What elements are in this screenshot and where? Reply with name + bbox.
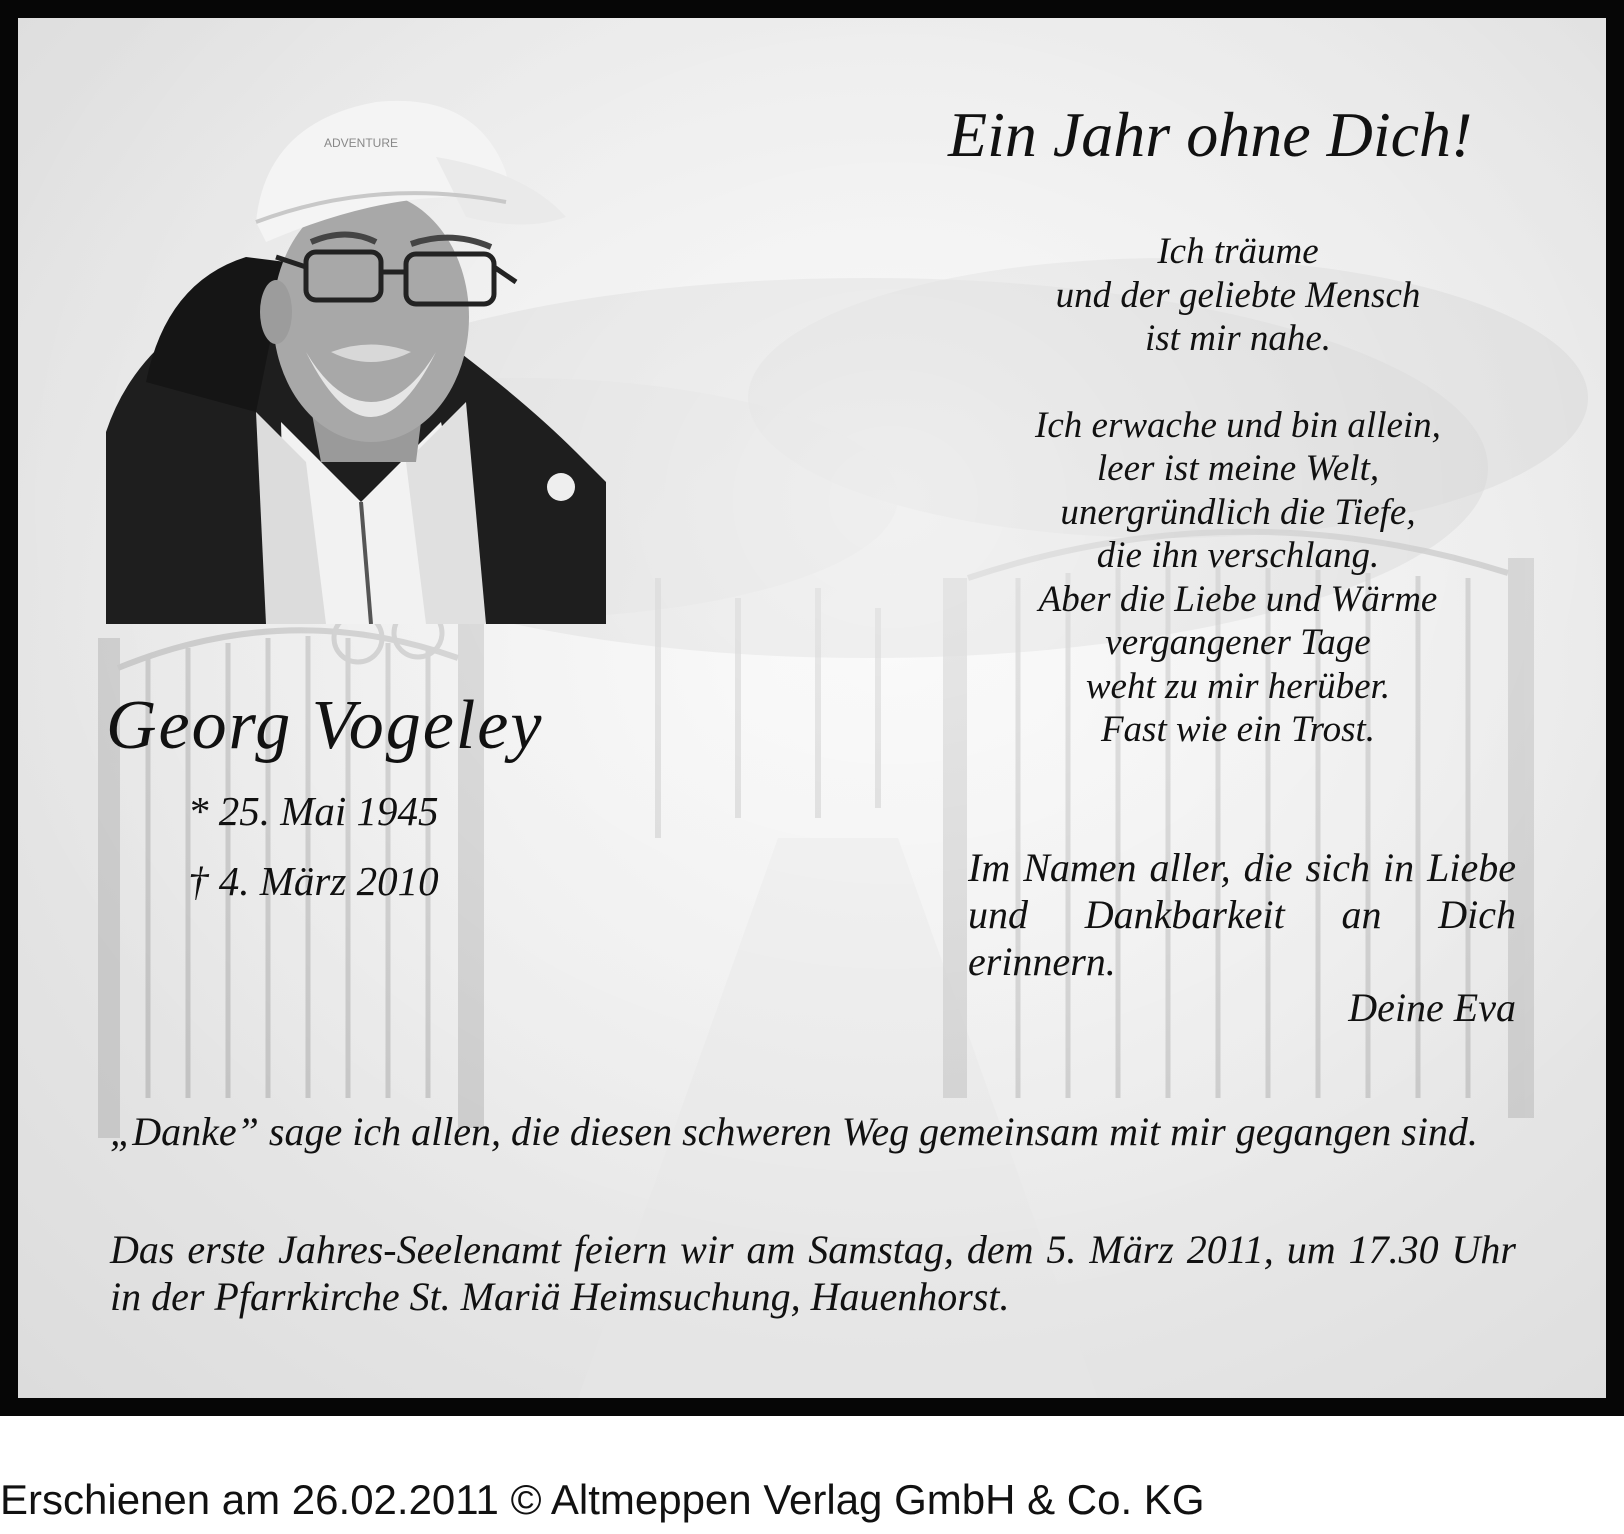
obituary-inner [18,18,1606,1398]
service-announcement: Das erste Jahres-Seelenamt feiern wir am Samstag, dem 5. März 2011, um 17.30 Uhr in der Pfarrkirche St. Mariä Heimsuchung, Hauenhorst. [110,1227,1516,1319]
poem-line: leer ist meine Welt, [1096,448,1380,489]
signature: Deine Eva [1348,985,1516,1030]
poem-line: die ihn verschlang. [1096,535,1380,576]
publication-footer: Erschienen am 26.02.2011 © Altmeppen Verlag GmbH & Co. KG [0,1476,1205,1523]
death-date: † 4. März 2010 [188,858,439,904]
poem-line: unergründlich die Tiefe, [1060,491,1416,533]
poem-line: und der geliebte Mensch [1055,274,1421,316]
poem-line: Ich träume [1157,231,1319,272]
svg-text:ADVENTURE: ADVENTURE [323,136,399,150]
poem-line: weht zu mir herüber. [1085,665,1391,707]
deceased-name: Georg Vogeley [106,687,544,764]
poem-line: vergangener Tage [1105,622,1371,663]
heading-title: Ein Jahr ohne Dich! [948,99,1473,170]
stanza-gap [958,361,1518,404]
poem-line: Ich erwache und bin allein, [1035,404,1441,446]
life-dates [188,776,439,916]
poem-line: Aber die Liebe und Wärme [1038,578,1438,620]
poem-line: Fast wie ein Trost. [1100,709,1376,750]
poem [958,230,1518,752]
portrait-photo [106,82,606,624]
birth-date: * 25. Mai 1945 [188,788,439,834]
memorial-text: Im Namen aller, die sich in Liebe und Dankbarkeit an Dich erinnern. [968,845,1516,984]
thanks-text: „Danke” sage ich allen, die diesen schweren Weg gemeinsam mit mir gegangen sind. [110,1109,1478,1154]
poem-line: ist mir nahe. [1144,318,1332,359]
